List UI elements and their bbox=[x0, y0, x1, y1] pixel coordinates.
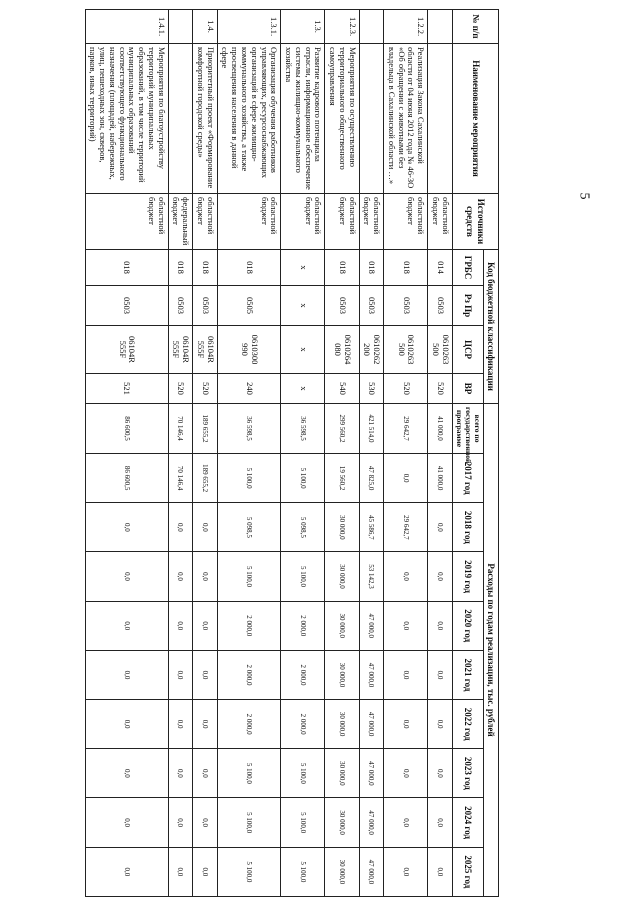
row-year-value-cell: 0,0 bbox=[85, 847, 168, 896]
row-source-cell: областной бюджет bbox=[281, 194, 325, 250]
header-no: № п/п bbox=[452, 10, 498, 44]
row-year-value-cell: 0,0 bbox=[168, 650, 193, 699]
row-year-value-cell: 0,0 bbox=[168, 503, 193, 552]
table-row bbox=[384, 10, 428, 897]
row-year-value-cell: 0,0 bbox=[85, 700, 168, 749]
row-total-cell: 70 146,4 bbox=[168, 404, 193, 454]
row-number-cell: 1.2.3. bbox=[325, 10, 359, 44]
row-year-value-cell: 0,0 bbox=[193, 650, 218, 699]
row-year-value-cell: 41 000,0 bbox=[428, 454, 453, 503]
row-year-value-cell: 2 000,0 bbox=[281, 700, 325, 749]
row-year-value-cell: 5 100,0 bbox=[217, 454, 281, 503]
row-grbs-cell: х bbox=[281, 250, 325, 286]
row-year-value-cell: 30 000,0 bbox=[325, 749, 359, 798]
row-name-cell: Развитие кадрового потенциала отрасли, информационное обеспечение системы жилищно-коммунального хозяйства bbox=[281, 44, 325, 194]
row-year-value-cell: 70 146,4 bbox=[168, 454, 193, 503]
row-year-value-cell: 86 600,5 bbox=[85, 454, 168, 503]
row-vr-cell: 540 bbox=[325, 374, 359, 404]
row-year-value-cell: 5 100,0 bbox=[217, 847, 281, 896]
row-number-cell bbox=[428, 10, 453, 44]
row-year-value-cell: 0,0 bbox=[384, 847, 428, 896]
row-year-value-cell: 5 100,0 bbox=[281, 454, 325, 503]
row-name-cell: Организация обучения работников управляющих, ресурсоснабжающих организаций в сфере жилищно-коммунального хозяйства, а также просвещения населения в данной сфере bbox=[217, 44, 281, 194]
header-year: 2023 год bbox=[452, 749, 483, 798]
row-year-value-cell: 0,0 bbox=[168, 749, 193, 798]
row-csr-cell: 06104R 555F bbox=[193, 326, 218, 374]
row-name-cell: Реализация Закона Сахалинской области от 04 июня 2012 года № 46-ЗО «Об обращении с животными без владельца в Сахалинской области …» bbox=[384, 44, 428, 194]
row-total-cell: 189 655,2 bbox=[193, 404, 218, 454]
row-vr-cell: 520 bbox=[193, 374, 218, 404]
row-number-cell bbox=[168, 10, 193, 44]
row-csr-cell: 0610262 200 bbox=[359, 326, 384, 374]
row-year-value-cell: 0,0 bbox=[428, 601, 453, 650]
row-year-value-cell: 30 000,0 bbox=[325, 700, 359, 749]
row-year-value-cell: 189 655,2 bbox=[193, 454, 218, 503]
row-rzpr-cell: 0503 bbox=[85, 286, 168, 326]
table-row bbox=[85, 10, 168, 897]
table-row bbox=[359, 10, 384, 897]
header-year: 2021 год bbox=[452, 650, 483, 699]
row-grbs-cell: 018 bbox=[217, 250, 281, 286]
row-name-cell bbox=[168, 44, 193, 194]
row-number-cell: 1.3.1. bbox=[217, 10, 281, 44]
header-source: Источники средств bbox=[452, 194, 498, 250]
row-year-value-cell: 0,0 bbox=[85, 650, 168, 699]
row-year-value-cell: 0,0 bbox=[168, 798, 193, 847]
table-row bbox=[428, 10, 453, 897]
row-year-value-cell: 30 000,0 bbox=[325, 650, 359, 699]
row-year-value-cell: 45 586,7 bbox=[359, 503, 384, 552]
row-year-value-cell: 5 098,5 bbox=[281, 503, 325, 552]
row-grbs-cell: 018 bbox=[325, 250, 359, 286]
row-year-value-cell: 0,0 bbox=[168, 847, 193, 896]
row-total-cell: 299 560,2 bbox=[325, 404, 359, 454]
row-source-cell: областной бюджет bbox=[193, 194, 218, 250]
header-year: 2025 год bbox=[452, 847, 483, 896]
row-name-cell bbox=[428, 44, 453, 194]
row-year-value-cell: 0,0 bbox=[85, 798, 168, 847]
row-name-cell: Мероприятия по осуществлению территориального общественного самоуправления bbox=[325, 44, 359, 194]
header-year: 2017 год bbox=[452, 454, 483, 503]
row-year-value-cell: 0,0 bbox=[428, 650, 453, 699]
row-vr-cell: 520 bbox=[384, 374, 428, 404]
header-rzpr: Рз Пр bbox=[452, 286, 483, 326]
row-year-value-cell: 0,0 bbox=[168, 700, 193, 749]
row-year-value-cell: 0,0 bbox=[85, 552, 168, 601]
header-total: всего по государственной программе bbox=[452, 404, 483, 454]
budget-table-sheet bbox=[21, 9, 499, 897]
row-year-value-cell: 0,0 bbox=[168, 552, 193, 601]
row-year-value-cell: 0,0 bbox=[428, 847, 453, 896]
row-year-value-cell: 47 000,0 bbox=[359, 847, 384, 896]
row-year-value-cell: 0,0 bbox=[193, 798, 218, 847]
header-kbk: Код бюджетной классификации bbox=[483, 250, 498, 404]
row-year-value-cell: 5 100,0 bbox=[281, 749, 325, 798]
row-csr-cell: 0610300 990 bbox=[217, 326, 281, 374]
row-year-value-cell: 0,0 bbox=[193, 503, 218, 552]
row-year-value-cell: 5 100,0 bbox=[217, 552, 281, 601]
row-year-value-cell: 0,0 bbox=[85, 749, 168, 798]
header-csr: ЦСР bbox=[452, 326, 483, 374]
row-total-cell: 41 000,0 bbox=[428, 404, 453, 454]
row-year-value-cell: 0,0 bbox=[428, 552, 453, 601]
row-year-value-cell: 2 000,0 bbox=[217, 700, 281, 749]
header-vr: ВР bbox=[452, 374, 483, 404]
row-number-cell: 1.3. bbox=[281, 10, 325, 44]
row-year-value-cell: 5 100,0 bbox=[217, 749, 281, 798]
row-year-value-cell: 0,0 bbox=[193, 552, 218, 601]
row-year-value-cell: 0,0 bbox=[85, 503, 168, 552]
row-year-value-cell: 0,0 bbox=[193, 601, 218, 650]
row-year-value-cell: 29 642,7 bbox=[384, 503, 428, 552]
row-year-value-cell: 30 000,0 bbox=[325, 601, 359, 650]
row-grbs-cell: 018 bbox=[193, 250, 218, 286]
row-name-cell: Приоритетный проект «Формирование комфортной городской среды» bbox=[193, 44, 218, 194]
row-year-value-cell: 47 000,0 bbox=[359, 700, 384, 749]
row-year-value-cell: 0,0 bbox=[193, 847, 218, 896]
row-number-cell: 1.4.1. bbox=[85, 10, 168, 44]
row-rzpr-cell: 0503 bbox=[384, 286, 428, 326]
row-csr-cell: х bbox=[281, 326, 325, 374]
row-year-value-cell: 0,0 bbox=[193, 700, 218, 749]
row-year-value-cell: 19 560,2 bbox=[325, 454, 359, 503]
row-vr-cell: 521 bbox=[85, 374, 168, 404]
row-source-cell: областной бюджет bbox=[384, 194, 428, 250]
row-year-value-cell: 0,0 bbox=[428, 700, 453, 749]
row-year-value-cell: 47 000,0 bbox=[359, 601, 384, 650]
row-year-value-cell: 2 000,0 bbox=[281, 601, 325, 650]
row-vr-cell: 530 bbox=[359, 374, 384, 404]
row-year-value-cell: 47 000,0 bbox=[359, 749, 384, 798]
row-year-value-cell: 0,0 bbox=[384, 601, 428, 650]
row-year-value-cell: 30 000,0 bbox=[325, 798, 359, 847]
table-row bbox=[325, 10, 359, 897]
row-rzpr-cell: 0503 bbox=[193, 286, 218, 326]
row-year-value-cell: 0,0 bbox=[428, 503, 453, 552]
row-year-value-cell: 0,0 bbox=[384, 749, 428, 798]
row-year-value-cell: 2 000,0 bbox=[281, 650, 325, 699]
row-year-value-cell: 30 000,0 bbox=[325, 503, 359, 552]
header-grbs: ГРБС bbox=[452, 250, 483, 286]
row-year-value-cell: 0,0 bbox=[193, 749, 218, 798]
row-year-value-cell: 5 098,5 bbox=[217, 503, 281, 552]
row-csr-cell: 06104R 555F bbox=[85, 326, 168, 374]
row-number-cell bbox=[359, 10, 384, 44]
row-source-cell: областной бюджет bbox=[217, 194, 281, 250]
header-year: 2024 год bbox=[452, 798, 483, 847]
header-year: 2018 год bbox=[452, 503, 483, 552]
row-total-cell: 86 600,5 bbox=[85, 404, 168, 454]
row-csr-cell: 0610263 500 bbox=[428, 326, 453, 374]
row-csr-cell: 0610263 500 bbox=[384, 326, 428, 374]
row-csr-cell: 06104R 555F bbox=[168, 326, 193, 374]
row-year-value-cell: 0,0 bbox=[384, 700, 428, 749]
row-vr-cell: х bbox=[281, 374, 325, 404]
row-year-value-cell: 47 000,0 bbox=[359, 798, 384, 847]
table-row bbox=[168, 10, 193, 897]
row-number-cell: 1.2.2. bbox=[384, 10, 428, 44]
row-year-value-cell: 30 000,0 bbox=[325, 552, 359, 601]
row-year-value-cell: 5 100,0 bbox=[281, 798, 325, 847]
row-total-cell: 29 642,7 bbox=[384, 404, 428, 454]
row-rzpr-cell: 0505 bbox=[217, 286, 281, 326]
row-rzpr-cell: х bbox=[281, 286, 325, 326]
row-year-value-cell: 0,0 bbox=[428, 798, 453, 847]
row-year-value-cell: 30 000,0 bbox=[325, 847, 359, 896]
row-grbs-cell: 014 bbox=[428, 250, 453, 286]
row-grbs-cell: 018 bbox=[384, 250, 428, 286]
row-total-cell: 36 598,5 bbox=[217, 404, 281, 454]
row-rzpr-cell: 0503 bbox=[325, 286, 359, 326]
row-rzpr-cell: 0503 bbox=[428, 286, 453, 326]
row-rzpr-cell: 0503 bbox=[359, 286, 384, 326]
row-year-value-cell: 5 100,0 bbox=[281, 552, 325, 601]
row-year-value-cell: 0,0 bbox=[384, 650, 428, 699]
header-expenses: Расходы по годам реализации, тыс. рублей bbox=[483, 404, 498, 897]
table-body bbox=[85, 10, 452, 897]
table-row bbox=[193, 10, 218, 897]
row-source-cell: областной бюджет bbox=[85, 194, 168, 250]
row-total-cell: 421 514,0 bbox=[359, 404, 384, 454]
row-year-value-cell: 47 825,0 bbox=[359, 454, 384, 503]
row-csr-cell: 0610264 080 bbox=[325, 326, 359, 374]
row-year-value-cell: 0,0 bbox=[384, 798, 428, 847]
row-year-value-cell: 53 142,3 bbox=[359, 552, 384, 601]
header-year: 2020 год bbox=[452, 601, 483, 650]
header-row-1 bbox=[483, 10, 498, 897]
row-vr-cell: 240 bbox=[217, 374, 281, 404]
table-row bbox=[217, 10, 281, 897]
header-year: 2019 год bbox=[452, 552, 483, 601]
row-year-value-cell: 0,0 bbox=[85, 601, 168, 650]
row-grbs-cell: 018 bbox=[85, 250, 168, 286]
row-year-value-cell: 0,0 bbox=[384, 552, 428, 601]
header-name: Наименование мероприятия bbox=[452, 44, 498, 194]
row-source-cell: федеральный бюджет bbox=[168, 194, 193, 250]
row-total-cell: 36 598,5 bbox=[281, 404, 325, 454]
row-vr-cell: 520 bbox=[168, 374, 193, 404]
row-year-value-cell: 2 000,0 bbox=[217, 650, 281, 699]
row-grbs-cell: 018 bbox=[359, 250, 384, 286]
row-source-cell: областной бюджет bbox=[428, 194, 453, 250]
row-name-cell: Мероприятия по благоустройству территорий муниципальных образований, в том числе территорий муниципальных образований соответствующего функционального назначения (площадей, набережных, улиц, пешеходных зон, скверов, парков, иных территорий) bbox=[85, 44, 168, 194]
row-year-value-cell: 5 100,0 bbox=[217, 798, 281, 847]
page-number: 5 bbox=[576, 192, 592, 200]
row-grbs-cell: 018 bbox=[168, 250, 193, 286]
row-rzpr-cell: 0503 bbox=[168, 286, 193, 326]
row-year-value-cell: 0,0 bbox=[384, 454, 428, 503]
table-row bbox=[281, 10, 325, 897]
row-number-cell: 1.4. bbox=[193, 10, 218, 44]
row-name-cell bbox=[359, 44, 384, 194]
row-vr-cell: 520 bbox=[428, 374, 453, 404]
row-year-value-cell: 2 000,0 bbox=[217, 601, 281, 650]
row-source-cell: областной бюджет bbox=[325, 194, 359, 250]
row-year-value-cell: 5 100,0 bbox=[281, 847, 325, 896]
row-year-value-cell: 0,0 bbox=[168, 601, 193, 650]
row-source-cell: областной бюджет bbox=[359, 194, 384, 250]
header-year: 2022 год bbox=[452, 700, 483, 749]
row-year-value-cell: 0,0 bbox=[428, 749, 453, 798]
row-year-value-cell: 47 000,0 bbox=[359, 650, 384, 699]
budget-table bbox=[85, 9, 499, 897]
